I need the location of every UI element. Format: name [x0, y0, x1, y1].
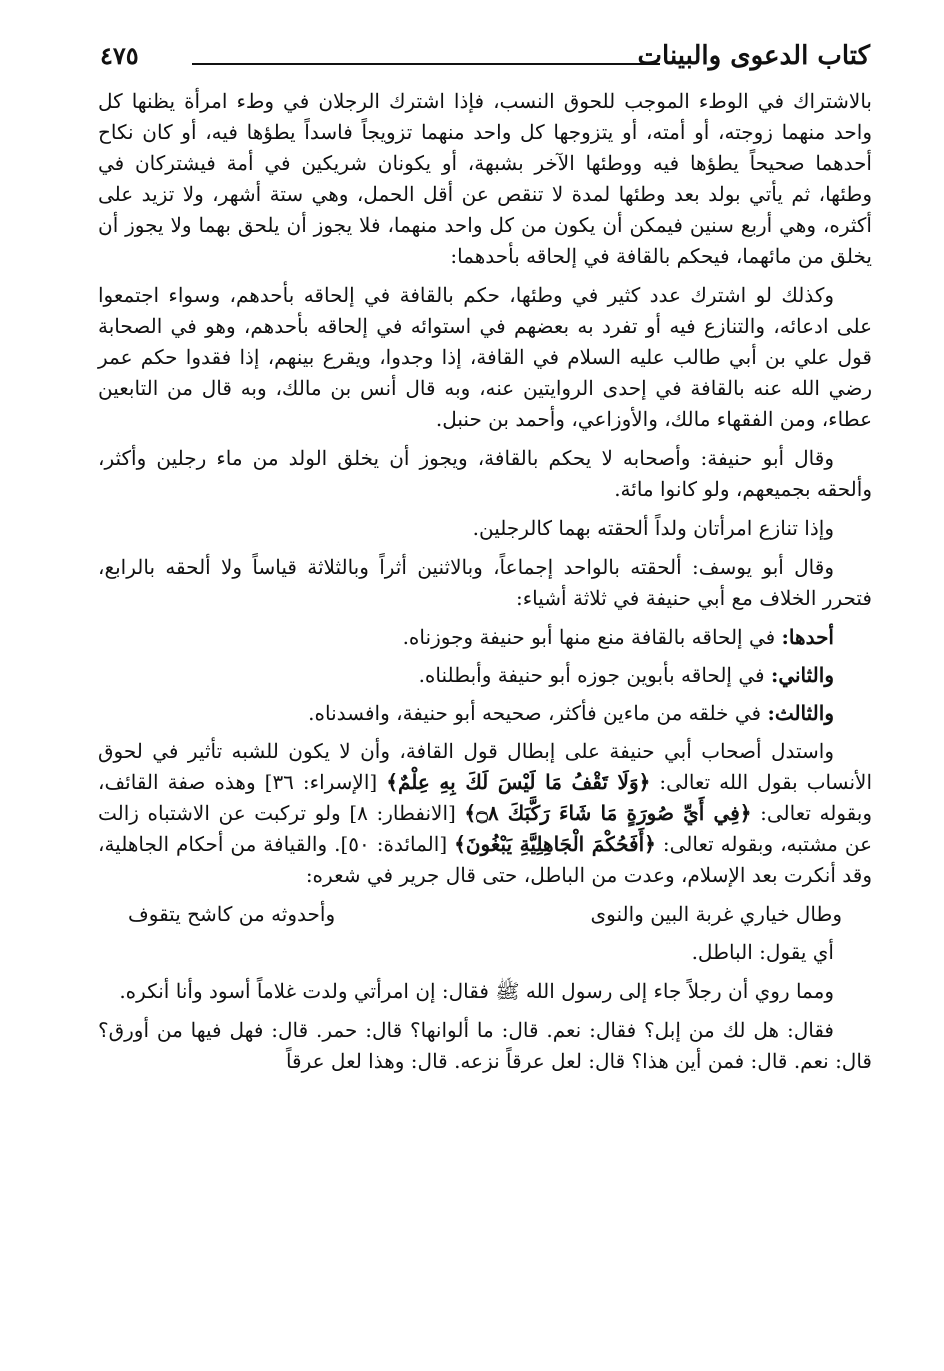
evidence-paragraph	[98, 736, 872, 891]
poetry-verse	[98, 899, 872, 930]
closing-paragraph-2: ومما روي أن رجلاً جاء إلى رسول الله ﷺ فقال: إن امرأتي ولدت غلاماً أسود وأنا أنكره.	[119, 979, 834, 1003]
paragraph-1: بالاشتراك في الوطء الموجب للحوق النسب، فإذا اشترك الرجلان في وطء امرأة يظنها كل واحد منهما زوجته، أو أمته، أو يتزوجها كل واحد منهما تزويجاً فاسداً يطؤها فيه، أو كان نكاح أحدهما صحيحاً يطؤها فيه ووطئها الآخر بشبهة، أو يكونان شريكين في أمة فيشتركان في وطئها، ثم يأتي بولد بعد وطئها لمدة لا تنقص عن أقل الحمل، وهي ستة أشهر، ولا تزيد على أكثره، وهي أربع سنين فيمكن أن يكون من كل واحد منهما، فلا يجوز أن يلحق بهما ولا يجوز أن يخلق من مائهما، فيحكم بالقافة في إلحاقه بأحدهما:	[98, 89, 872, 268]
point-1-label: أحدها:	[781, 625, 834, 649]
closing-paragraph-3: فقال: هل لك من إبل؟ فقال: نعم. قال: ما ألوانها؟ قال: حمر. قال: فهل فيها من أورق؟ قال: نعم. قال: فمن أين هذا؟ قال: لعل عرقاً نزعه. قال: وهذا لعل عرقاً	[98, 1018, 872, 1073]
point-2-text: في إلحاقه بأبوين جوزه أبو حنيفة وأبطلناه.	[418, 663, 765, 687]
point-3-label: والثالث:	[767, 701, 834, 725]
point-3	[98, 698, 872, 729]
quran-ref-3: [المائدة: ٥٠].	[334, 832, 448, 856]
header-rule	[192, 63, 660, 65]
page-number: ٤٧٥	[100, 41, 139, 70]
point-2	[98, 660, 872, 691]
evidence-text-2: وهذه صفة القائف، وبقوله تعالى:	[98, 770, 872, 825]
paragraph-4: وإذا تنازع امرأتان ولداً ألحقته بهما كالرجلين.	[472, 516, 834, 540]
point-1-text: في إلحاقه بالقافة منع منها أبو حنيفة وجوزناه.	[402, 625, 776, 649]
verse-second-hemistich: وأحدوثه من كاشح يتقوف	[128, 902, 336, 926]
point-1	[98, 622, 872, 653]
running-title: كتاب الدعوى والبينات	[637, 41, 870, 71]
point-2-label: والثاني:	[770, 663, 834, 687]
evidence-text-4: والقيافة من أحكام الجاهلية، وقد أنكرت بعد الإسلام، وعدت من الباطل، حتى قال جرير في شعره:	[98, 832, 872, 887]
quran-ref-2: [الانفطار: ٨]	[349, 801, 456, 825]
evidence-text-1: واستدل أصحاب أبي حنيفة على إبطال قول القافة، وأن لا يكون للشبه تأثير في لحوق الأنساب بقول الله تعالى:	[98, 739, 873, 794]
quran-verse-1: ﴿وَلَا تَقْفُ مَا لَيْسَ لَكَ بِهِ عِلْمٌ﴾	[386, 770, 651, 794]
paragraph-3: وقال أبو حنيفة: وأصحابه لا يحكم بالقافة، ويجوز أن يخلق الولد من ماء رجلين وأكثر، وألحقه بجميعهم، ولو كانوا مائة.	[98, 446, 872, 501]
quran-ref-1: [الإسراء: ٣٦]	[264, 770, 378, 794]
page-header	[100, 36, 870, 76]
quran-verse-3: ﴿أَفَحُكْمَ الْجَاهِلِيَّةِ يَبْغُونَ﴾	[454, 832, 656, 856]
closing-paragraph-1: أي يقول: الباطل.	[691, 940, 834, 964]
paragraph-2: وكذلك لو اشترك عدد كثير في وطئها، حكم بالقافة في إلحاقه بأحدهم، وسواء اجتمعوا على ادعائه، والتنازع فيه أو تفرد به بعضهم في استوائه في إلحاقه بأحدهم، وهو في الصحابة قول علي بن أبي طالب عليه السلام في القافة، إذا وجدوا، ويقرع بينهم، إذا فقدوا حكم عمر رضي الله عنه بالقافة في إحدى الروايتين عنه، وبه قال أنس بن مالك، وبه قال من التابعين عطاء، ومن الفقهاء مالك، والأوزاعي، وأحمد بن حنبل.	[98, 283, 873, 431]
page-body	[98, 86, 872, 1085]
verse-first-hemistich: وطال خياري غربة البين والنوى	[590, 902, 842, 926]
paragraph-5: وقال أبو يوسف: ألحقته بالواحد إجماعاً، وبالاثنين أثراً وبالثلاثة قياساً ولا ألحقه بالرابع، فتحرر الخلاف مع أبي حنيفة في ثلاثة أشياء:	[98, 555, 872, 610]
evidence-text-3: ولو تركبت عن الاشتباه زالت عن مشتبه، وبقوله تعالى:	[98, 801, 873, 856]
quran-verse-2: ﴿فِي أَيِّ صُورَةٍ مَا شَاءَ رَكَّبَكَ ۝٨﴾	[464, 801, 752, 825]
point-3-text: في خلقه من ماءين فأكثر، صحيحه أبو حنيفة، وافسدناه.	[308, 701, 762, 725]
